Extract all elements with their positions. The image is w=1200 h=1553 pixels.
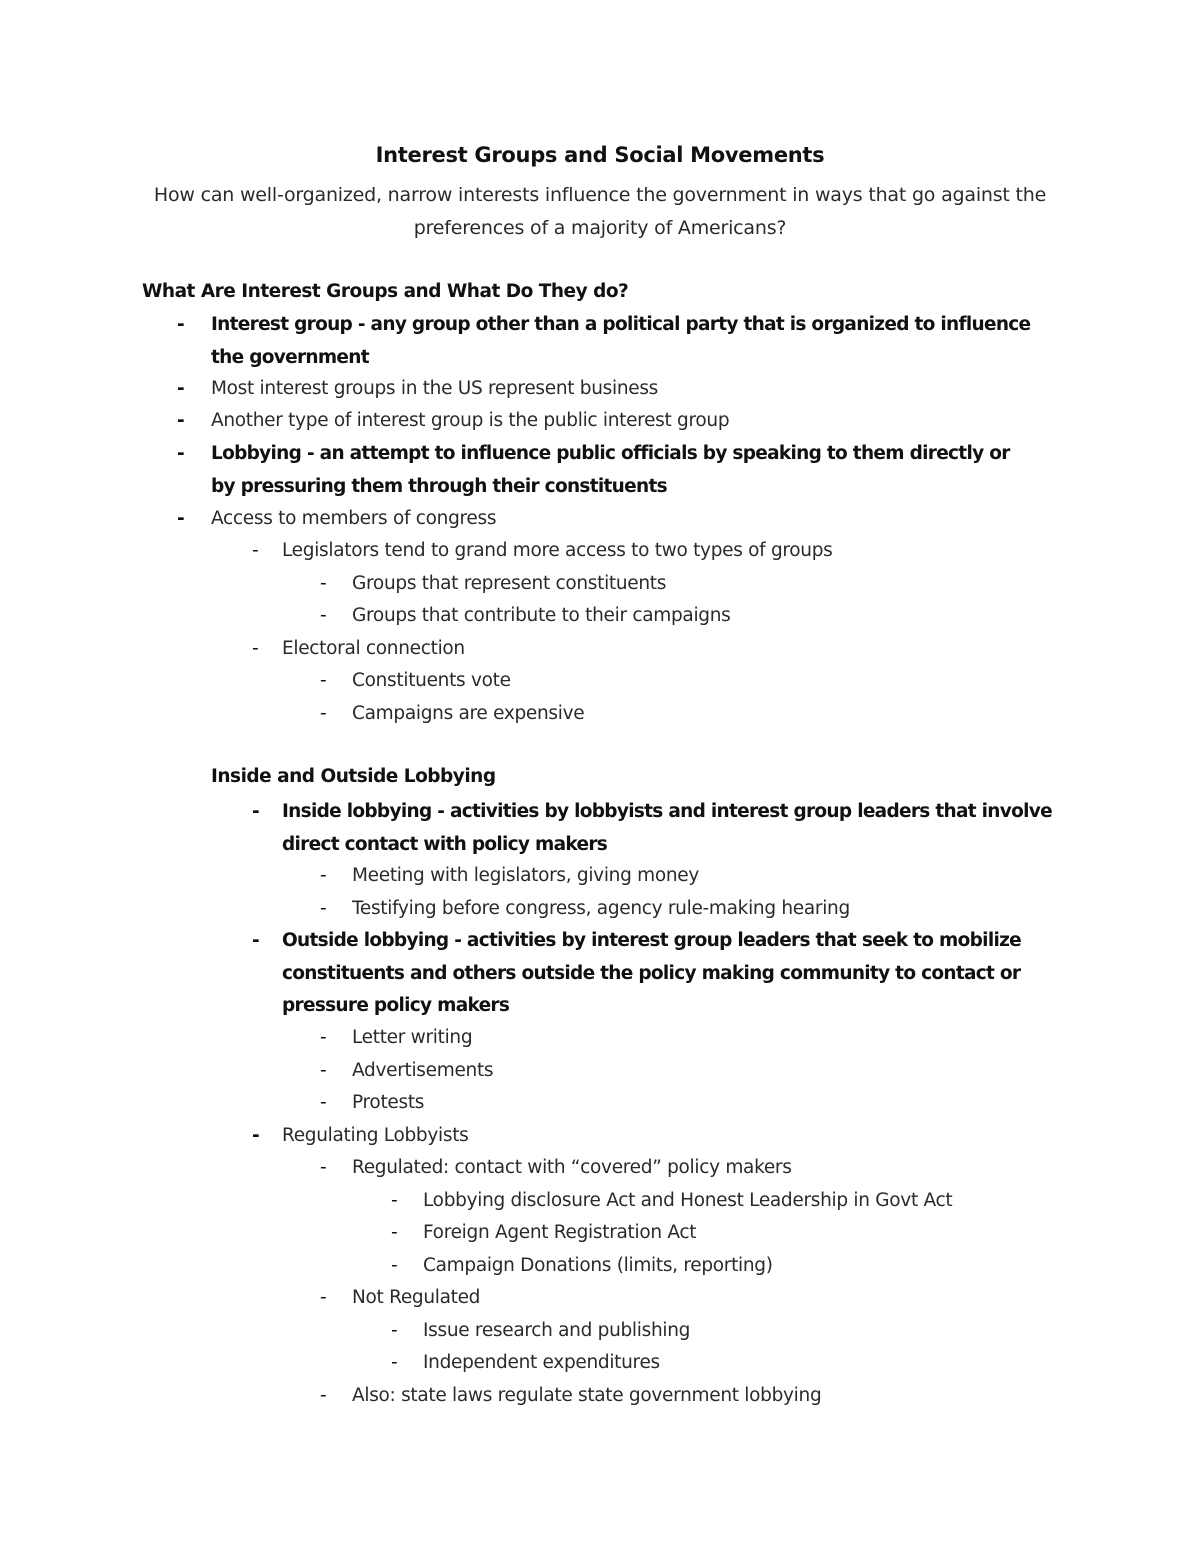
bullet-dash: - [320,703,327,724]
list-item: Constituents vote [352,670,511,691]
bullet-dash: - [320,573,327,594]
list-item: Letter writing [352,1027,473,1048]
list-item-outside-lobbying-definition: Outside lobbying - activities by interest group leaders that seek to mobilize constituents and others outside the policy making community to contact or pressure policy makers [282,930,1022,1016]
bullet-dash: - [177,378,185,399]
bullet-dash: - [320,1060,327,1081]
section-heading-lobbying: Inside and Outside Lobbying [211,766,496,787]
list-item: Groups that contribute to their campaigns [352,605,731,626]
document-title: Interest Groups and Social Movements [375,143,825,167]
list-item-interest-group-definition: Interest group - any group other than a political party that is organized to influence the government [211,314,1031,368]
bullet-dash: - [391,1222,398,1243]
bullet-dash: - [320,865,327,886]
list-item-inside-lobbying-definition: Inside lobbying - activities by lobbyists and interest group leaders that involve direct contact with policy makers [282,801,1052,855]
bullet-dash: - [320,670,327,691]
bullet-dash: - [320,1287,327,1308]
bullet-dash: - [391,1190,398,1211]
list-item: Another type of interest group is the public interest group [211,410,730,431]
list-item: Campaign Donations (limits, reporting) [423,1255,773,1276]
list-item: Advertisements [352,1060,494,1081]
list-item: Regulating Lobbyists [282,1125,469,1146]
list-item: Testifying before congress, agency rule-making hearing [352,898,850,919]
bullet-dash: - [252,540,259,561]
document-subtitle: How can well-organized, narrow interests influence the government in ways that go against the preferences of a majority of Americans? [153,184,1047,239]
bullet-dash: - [391,1320,398,1341]
list-item: Issue research and publishing [423,1320,691,1341]
bullet-dash: - [391,1352,398,1373]
list-item-lobbying-definition: Lobbying - an attempt to influence public officials by speaking to them directly or by pressuring them through their constituents [211,443,1010,497]
bullet-dash: - [320,898,327,919]
list-item: Electoral connection [282,638,465,659]
list-item: Regulated: contact with “covered” policy makers [352,1157,792,1178]
list-item: Not Regulated [352,1287,481,1308]
bullet-dash: - [391,1255,398,1276]
bullet-dash: - [320,605,327,626]
bullet-dash: - [177,508,185,529]
list-item: Also: state laws regulate state government lobbying [352,1385,822,1406]
bullet-dash: - [320,1027,327,1048]
list-item: Groups that represent constituents [352,573,667,594]
list-item: Lobbying disclosure Act and Honest Leadership in Govt Act [423,1190,953,1211]
list-item: Meeting with legislators, giving money [352,865,700,886]
list-item: Protests [352,1092,425,1113]
bullet-dash: - [252,638,259,659]
section-heading-interest-groups: What Are Interest Groups and What Do They do? [142,281,629,302]
list-item: Access to members of congress [211,508,497,529]
bullet-dash: - [177,443,185,464]
bullet-dash: - [252,801,260,822]
bullet-dash: - [177,314,185,335]
bullet-dash: - [320,1385,327,1406]
bullet-dash: - [320,1157,327,1178]
list-item: Legislators tend to grand more access to two types of groups [282,540,833,561]
bullet-dash: - [252,1125,260,1146]
bullet-dash: - [320,1092,327,1113]
list-item: Foreign Agent Registration Act [423,1222,697,1243]
list-item: Independent expenditures [423,1352,660,1373]
bullet-dash: - [252,930,260,951]
list-item: Campaigns are expensive [352,703,585,724]
bullet-dash: - [177,410,185,431]
list-item: Most interest groups in the US represent business [211,378,659,399]
